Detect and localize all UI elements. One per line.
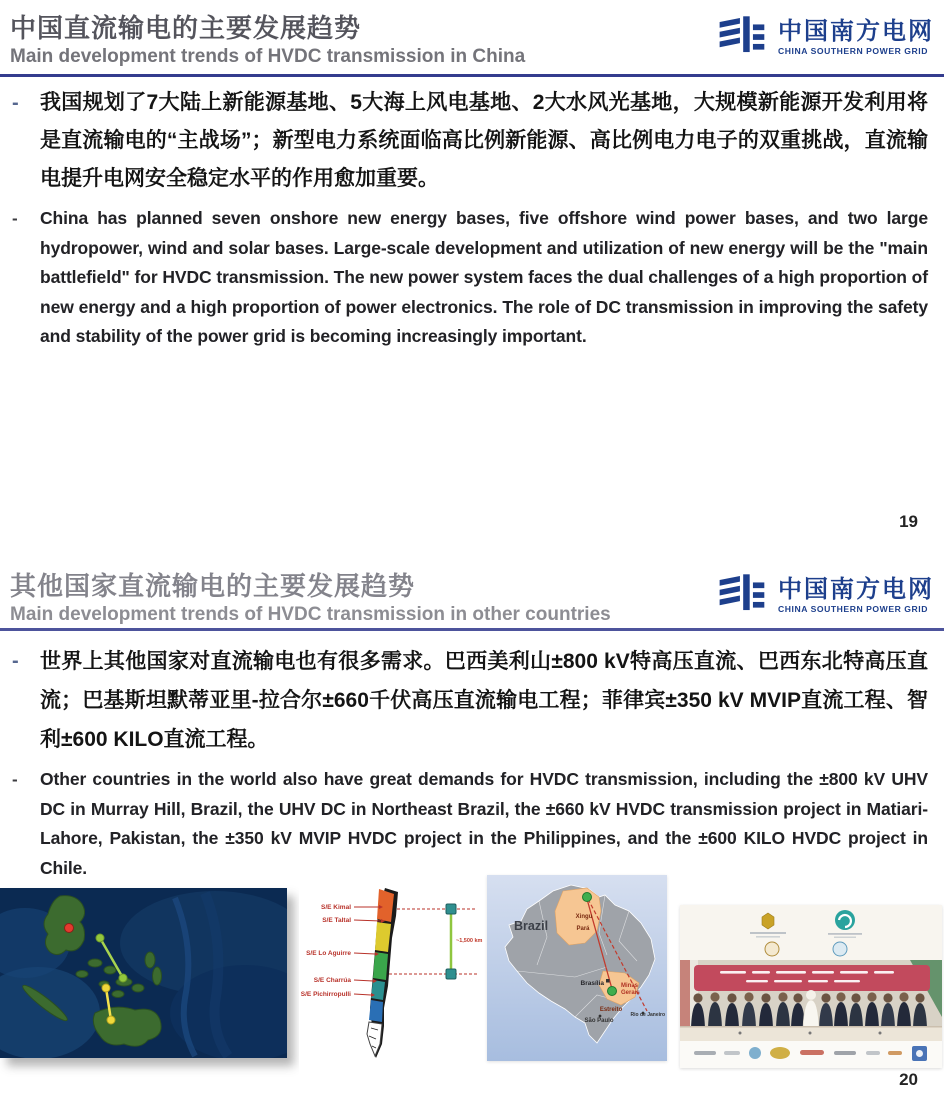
csg-logo-text — [778, 17, 934, 56]
csg-grid-icon — [718, 13, 770, 62]
para-label: Pará — [576, 926, 590, 932]
slide2-bullet-en — [10, 765, 928, 883]
chile-label-taltal: S/E Taltal — [322, 917, 351, 924]
chile-label-pichirropulli: S/E Pichirropulli — [300, 991, 351, 998]
page-number-20: 20 — [899, 1070, 918, 1089]
sao-paulo-label: São Paulo — [584, 1018, 614, 1024]
xingu-label: Xingu — [575, 914, 593, 920]
page-number-19: 19 — [899, 512, 918, 531]
chile-label-charrua: S/E Charrúa — [313, 977, 351, 984]
slide1-body — [10, 84, 928, 352]
bullet-dash: - — [12, 92, 19, 114]
slide1-title-zh: 中国直流输电的主要发展趋势 — [10, 13, 362, 43]
slide2-bullet-en-text: Other countries in the world also have great demands for HVDC transmission, including the ±800 kV UHV DC in Murray Hill, Brazil, the UHV DC in Northeast Brazil, the ±660 kV HVDC transmission project in Matiari-Lahore, Pakistan, the ±350 kV MVIP HVDC project in the Philippines, and the ±600 KILO HVDC project in Chile. — [40, 769, 928, 878]
slide2-body — [10, 642, 928, 883]
slide2-bullet-zh — [10, 642, 928, 759]
slide1-title-en: Main development trends of HVDC transmission in China — [10, 46, 526, 67]
chile-distance-label: ~1,500 km — [456, 938, 483, 944]
bullet-dash: - — [12, 209, 18, 228]
slide2-header — [0, 558, 944, 638]
estreito-label: Estreito — [599, 1007, 623, 1013]
slide2-title-zh: 其他国家直流输电的主要发展趋势 — [10, 571, 416, 601]
chile-label-lo-aguirre: S/E Lo Aguirre — [306, 950, 351, 957]
xingu-converter-marker — [583, 893, 592, 902]
brasilia-label: Brasília — [580, 980, 604, 987]
csg-logo — [718, 13, 934, 62]
csg-logo-name-zh: 中国南方电网 — [778, 575, 934, 603]
header-divider — [0, 74, 944, 77]
round-emblem-icon — [765, 942, 779, 956]
header-divider — [0, 628, 944, 631]
chile-hvdc-map — [299, 876, 483, 1076]
bullet-dash: - — [12, 770, 18, 789]
signing-ceremony-photo — [680, 905, 942, 1068]
csg-logo-name-en: CHINA SOUTHERN POWER GRID — [778, 603, 928, 614]
slide2-title-en: Main development trends of HVDC transmission in other countries — [10, 604, 611, 625]
chile-label-kimal: S/E Kimal — [321, 904, 351, 911]
brazil-hvdc-map — [487, 875, 667, 1061]
slide1-bullet-en — [10, 204, 928, 352]
bullet-dash: - — [12, 650, 19, 672]
slide2-bullet-zh-text: 世界上其他国家对直流输电也有很多需求。巴西美利山±800 kV特高压直流、巴西东北特高压直流；巴基斯坦默蒂亚里-拉合尔±660千伏高压直流输电工程；菲律宾±350 kV MVIP直流工程、智利±600 KILO直流工程。 — [40, 650, 928, 751]
brazil-country-label: Brazil — [514, 919, 549, 933]
estreito-converter-marker — [608, 987, 617, 996]
gerais-label: Gerais — [621, 990, 640, 996]
rio-label: Rio de Janeiro — [630, 1012, 665, 1018]
philippines-hvdc-map — [0, 888, 287, 1058]
csg-logo — [718, 571, 934, 620]
slide1-bullet-en-text: China has planned seven onshore new energy bases, five offshore wind power bases, and two large hydropower, wind and solar bases. Large-scale development and utilization of new energy will be the "main battlefield" for HVDC transmission. The new power system faces the dual challenges of a high proportion of new energy and a high proportion of power electronics. The role of DC transmission in improving the safety and stability of the power grid is becoming increasingly important. — [40, 208, 928, 346]
csg-logo-text — [778, 575, 934, 614]
arabic-banner — [694, 965, 930, 991]
csg-logo-name-zh: 中国南方电网 — [778, 17, 934, 45]
csg-logo-name-en: CHINA SOUTHERN POWER GRID — [778, 45, 928, 56]
slide2-figures — [0, 874, 944, 1084]
slide1-bullet-zh — [10, 84, 928, 198]
manila-marker — [65, 924, 74, 933]
csg-grid-icon — [718, 571, 770, 620]
slide1-header — [0, 0, 944, 80]
slide-20 — [0, 558, 944, 1104]
round-logo-icon — [833, 942, 847, 956]
minas-label: Minas — [621, 983, 639, 989]
slide1-bullet-zh-text: 我国规划了7大陆上新能源基地、5大海上风电基地、2大水风光基地，大规模新能源开发利用将是直流输电的“主战场”；新型电力系统面临高比例新能源、高比例电力电子的双重挑战，直流输电提升电网安全稳定水平的作用愈加重要。 — [40, 91, 928, 190]
